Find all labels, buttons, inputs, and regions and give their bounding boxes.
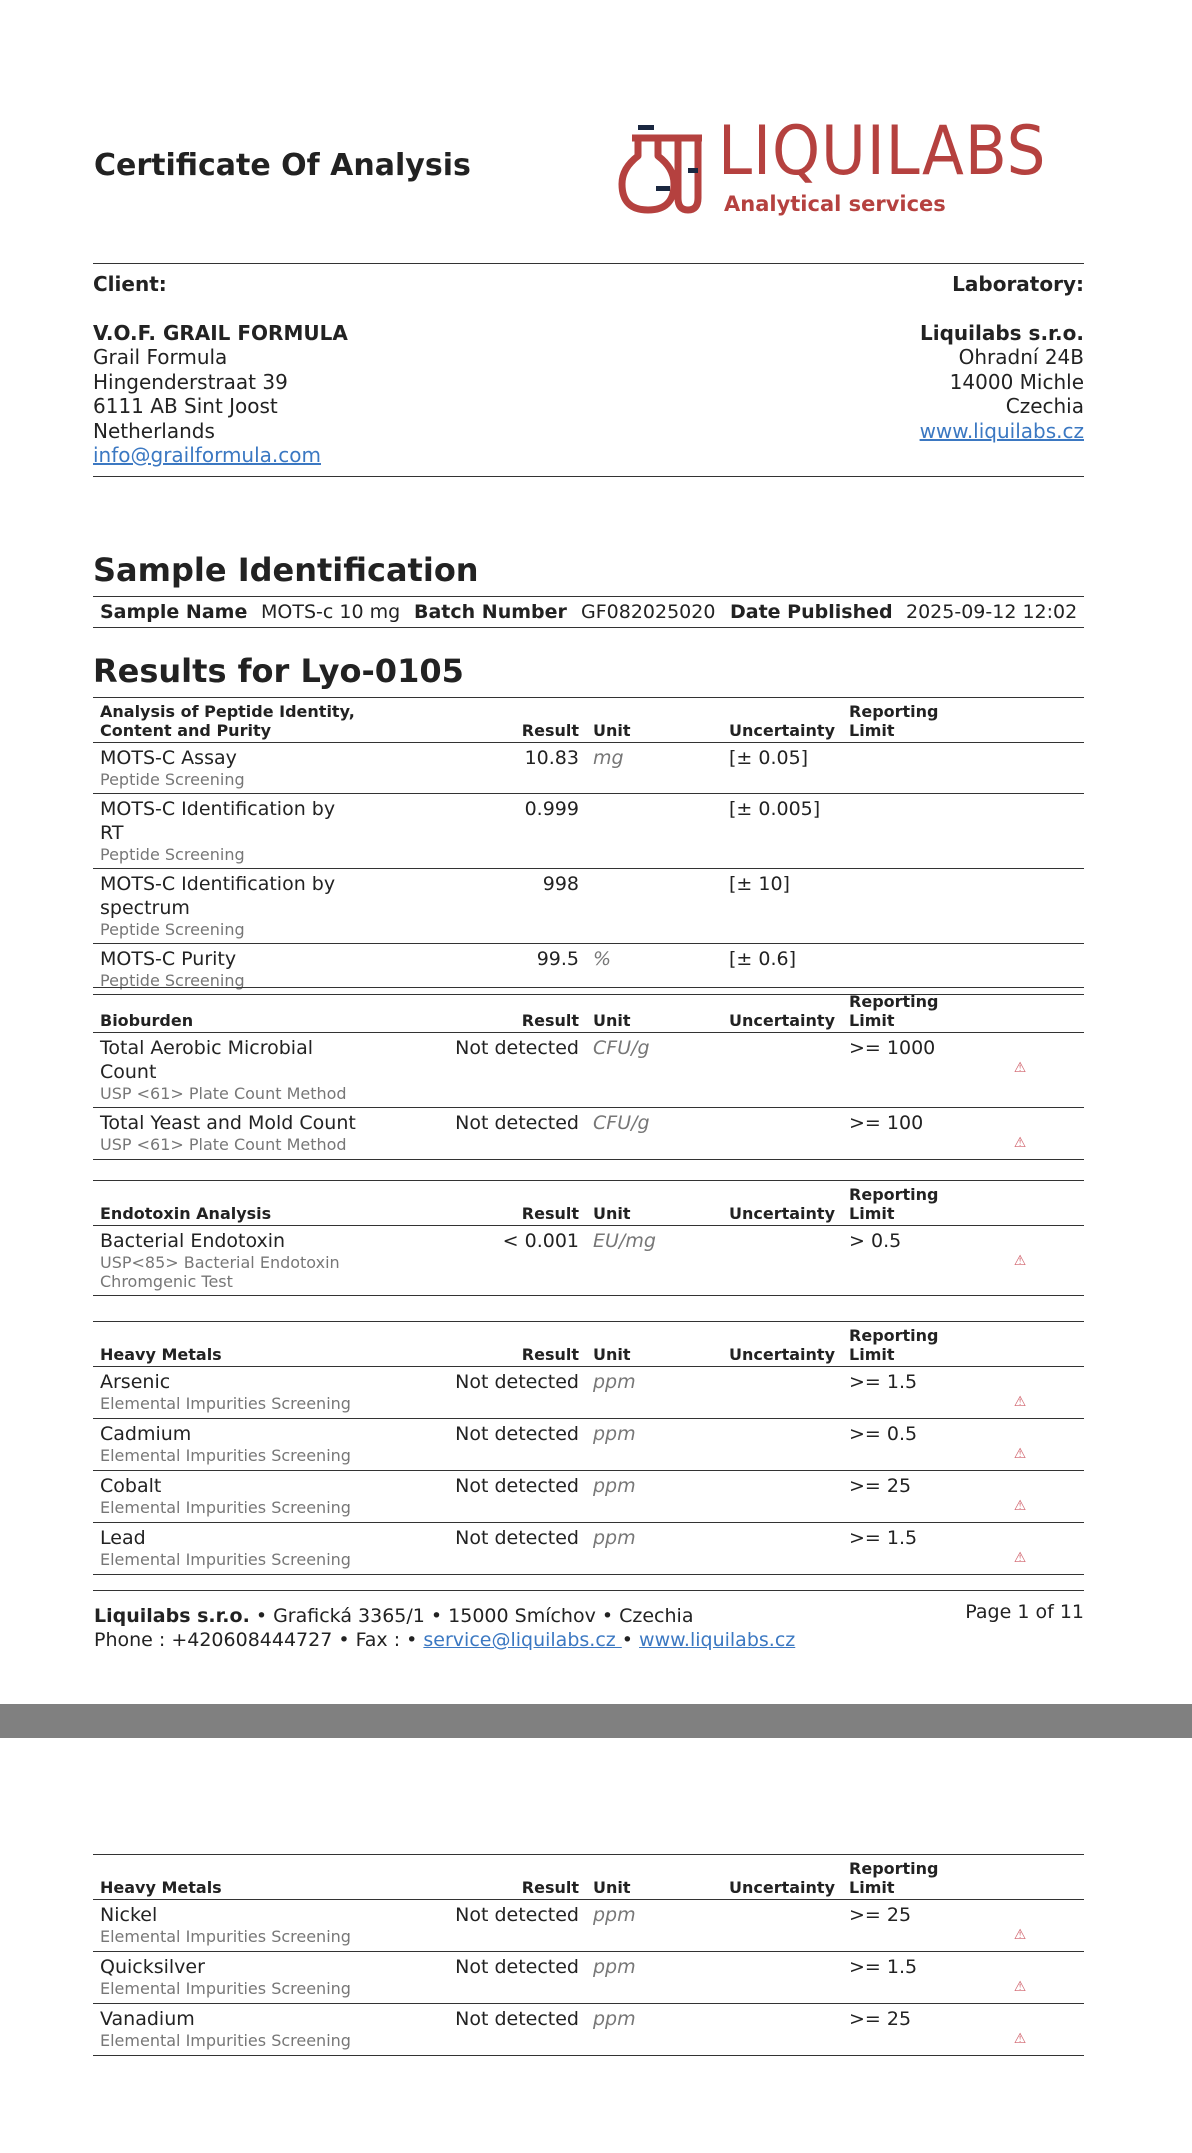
table-row: [93, 2004, 1084, 2056]
analyte-method: Elemental Impurities Screening: [100, 1927, 351, 1946]
unit-cell: ppm: [586, 1900, 722, 1952]
client-line: Netherlands: [93, 418, 215, 443]
analyte-cell: [93, 794, 367, 869]
uncertainty-cell: [± 0.6]: [722, 944, 842, 995]
uncertainty-cell: [722, 1900, 842, 1952]
analyte-method: Elemental Impurities Screening: [100, 1979, 351, 1998]
analyte-cell: [93, 1952, 367, 2004]
result-cell: Not detected: [367, 1419, 586, 1471]
unit-cell: EU/mg: [586, 1226, 722, 1296]
analyte-name: Total Aerobic Microbial Count: [100, 1037, 314, 1083]
analyte-method: USP <61> Plate Count Method: [100, 1084, 347, 1103]
analyte-method: Elemental Impurities Screening: [100, 1446, 351, 1465]
result-cell: Not detected: [367, 1108, 586, 1160]
warning-triangle-icon: ⚠: [1013, 2031, 1027, 2047]
uncertainty-header: Uncertainty: [722, 988, 842, 1033]
flag-cell: [956, 1033, 1084, 1108]
result-cell: 0.999: [367, 794, 586, 869]
flag-header: [956, 698, 1084, 743]
warning-triangle-icon: ⚠: [1013, 1135, 1027, 1151]
uncertainty-cell: [722, 1108, 842, 1160]
footer-separator: •: [621, 1629, 640, 1651]
limit-cell: [842, 869, 956, 944]
analyte-cell: [93, 1108, 367, 1160]
analyte-name: Lead: [100, 1527, 146, 1549]
uncertainty-cell: [722, 1033, 842, 1108]
result-cell: < 0.001: [367, 1226, 586, 1296]
laboratory-label: Laboratory:: [952, 272, 1084, 296]
unit-header: Unit: [586, 1322, 722, 1367]
table-row: [93, 1419, 1084, 1471]
analyte-cell: [93, 2004, 367, 2056]
warning-triangle-icon: ⚠: [1013, 1498, 1027, 1514]
analyte-cell: [93, 743, 367, 794]
laboratory-line: Ohradní 24B: [958, 345, 1084, 369]
analyte-method: Peptide Screening: [100, 920, 245, 939]
analyte-cell: [93, 1367, 367, 1419]
date-published-value: 2025-09-12 12:02: [906, 601, 1078, 623]
sample-name-label: Sample Name: [100, 601, 248, 623]
analyte-name: Cadmium: [100, 1423, 192, 1445]
analyte-name: Cobalt: [100, 1475, 162, 1497]
flag-cell: [956, 1419, 1084, 1471]
client-name: V.O.F. GRAIL FORMULA: [93, 320, 348, 345]
analyte-name: Total Yeast and Mold Count: [100, 1112, 356, 1134]
flag-header: [956, 1322, 1084, 1367]
table-header-row: [93, 698, 1084, 743]
uncertainty-cell: [722, 2004, 842, 2056]
analyte-cell: [93, 869, 367, 944]
results-table-peptide: [93, 697, 1084, 995]
result-cell: Not detected: [367, 1367, 586, 1419]
table-row: [93, 869, 1084, 944]
uncertainty-cell: [± 10]: [722, 869, 842, 944]
table-row: [93, 743, 1084, 794]
client-label: Client:: [93, 272, 167, 296]
uncertainty-cell: [722, 1226, 842, 1296]
client-line: Hingenderstraat 39: [93, 369, 288, 394]
uncertainty-header: Uncertainty: [722, 1181, 842, 1226]
results-table-bioburden: [93, 987, 1084, 1160]
analyte-name: Vanadium: [100, 2008, 195, 2030]
result-header: Result: [367, 1322, 586, 1367]
footer-web-link[interactable]: www.liquilabs.cz: [639, 1629, 796, 1651]
result-cell: 10.83: [367, 743, 586, 794]
unit-cell: ppm: [586, 1523, 722, 1575]
flag-cell: [956, 869, 1084, 944]
footer-address: [94, 1604, 795, 1652]
analyte-method: Peptide Screening: [100, 770, 245, 789]
table-row: [93, 1523, 1084, 1575]
uncertainty-header: Uncertainty: [722, 698, 842, 743]
table-title: Bioburden: [93, 988, 367, 1033]
date-published-label: Date Published: [730, 601, 893, 623]
logo-tagline: Analytical services: [724, 192, 946, 216]
limit-cell: [842, 794, 956, 869]
unit-cell: ppm: [586, 1471, 722, 1523]
analyte-method: USP<85> Bacterial Endotoxin Chromgenic Test: [100, 1253, 340, 1291]
table-row: [93, 1952, 1084, 2004]
warning-triangle-icon: ⚠: [1013, 1446, 1027, 1462]
flag-cell: [956, 743, 1084, 794]
warning-triangle-icon: ⚠: [1013, 1927, 1027, 1943]
footer-divider: [93, 1590, 1084, 1591]
table-row: [93, 1471, 1084, 1523]
liquilabs-logo: [616, 112, 1086, 224]
result-cell: Not detected: [367, 1900, 586, 1952]
analyte-cell: [93, 1523, 367, 1575]
sample-heading: Sample Identification: [93, 551, 479, 589]
footer-company: Liquilabs s.r.o.: [94, 1605, 250, 1627]
analyte-method: Elemental Impurities Screening: [100, 1498, 351, 1517]
result-header: Result: [367, 988, 586, 1033]
sample-identification-bar: [93, 596, 1084, 628]
flag-cell: [956, 1108, 1084, 1160]
analyte-name: MOTS-C Identification by spectrum: [100, 873, 336, 919]
analyte-name: Bacterial Endotoxin: [100, 1230, 286, 1252]
unit-cell: mg: [586, 743, 722, 794]
flag-header: [956, 1181, 1084, 1226]
warning-triangle-icon: ⚠: [1013, 1394, 1027, 1410]
laboratory-line: 14000 Michle: [949, 369, 1084, 394]
analyte-method: USP <61> Plate Count Method: [100, 1135, 347, 1154]
sample-name-value: MOTS-c 10 mg: [261, 601, 401, 623]
unit-cell: CFU/g: [586, 1108, 722, 1160]
flag-cell: [956, 1471, 1084, 1523]
results-table-heavy-metals-continued: [93, 1854, 1084, 2056]
table-title: Heavy Metals: [93, 1322, 367, 1367]
divider: [93, 476, 1084, 477]
table-row: [93, 1108, 1084, 1160]
flag-cell: [956, 794, 1084, 869]
unit-cell: %: [586, 944, 722, 995]
unit-cell: [586, 869, 722, 944]
table-row: [93, 794, 1084, 869]
unit-cell: ppm: [586, 1419, 722, 1471]
analyte-name: MOTS-C Assay: [100, 747, 237, 769]
unit-cell: [586, 794, 722, 869]
uncertainty-cell: [722, 1367, 842, 1419]
uncertainty-cell: [± 0.005]: [722, 794, 842, 869]
limit-cell: >= 25: [842, 1471, 956, 1523]
page-2: [0, 1738, 1192, 2153]
analyte-name: MOTS-C Identification by RT: [100, 798, 336, 844]
result-header: Result: [367, 1855, 586, 1900]
table-row: [93, 1900, 1084, 1952]
table-title: Endotoxin Analysis: [93, 1181, 367, 1226]
warning-triangle-icon: ⚠: [1013, 1550, 1027, 1566]
results-table-endotoxin: [93, 1180, 1084, 1296]
client-email-link[interactable]: info@grailformula.com: [93, 443, 321, 467]
flag-cell: [956, 1367, 1084, 1419]
limit-cell: >= 25: [842, 2004, 956, 2056]
result-cell: 99.5: [367, 944, 586, 995]
results-table-heavy-metals: [93, 1321, 1084, 1575]
divider: [93, 263, 1084, 264]
footer-contact: Phone : +420608444727 • Fax : •: [94, 1629, 424, 1651]
result-cell: Not detected: [367, 1033, 586, 1108]
analyte-cell: [93, 1900, 367, 1952]
footer-address-line: • Grafická 3365/1 • 15000 Smíchov • Czechia: [249, 1605, 694, 1627]
result-cell: 998: [367, 869, 586, 944]
laboratory-web-link[interactable]: www.liquilabs.cz: [919, 418, 1084, 443]
analyte-name: Quicksilver: [100, 1956, 205, 1978]
table-title: Heavy Metals: [93, 1855, 367, 1900]
limit-header: Reporting Limit: [842, 1855, 956, 1900]
unit-cell: ppm: [586, 2004, 722, 2056]
page-number: Page 1 of 11: [965, 1601, 1084, 1623]
analyte-cell: [93, 1226, 367, 1296]
warning-triangle-icon: ⚠: [1013, 1253, 1027, 1269]
flag-cell: [956, 1523, 1084, 1575]
analyte-name: Nickel: [100, 1904, 158, 1926]
client-line: 6111 AB Sint Joost: [93, 394, 278, 418]
document-title: Certificate Of Analysis: [94, 148, 471, 183]
limit-header: Reporting Limit: [842, 1322, 956, 1367]
flag-header: [956, 1855, 1084, 1900]
limit-cell: > 0.5: [842, 1226, 956, 1296]
uncertainty-header: Uncertainty: [722, 1322, 842, 1367]
unit-header: Unit: [586, 988, 722, 1033]
page-gap: [0, 1704, 1192, 1738]
uncertainty-header: Uncertainty: [722, 1855, 842, 1900]
result-cell: Not detected: [367, 2004, 586, 2056]
table-header-row: [93, 1181, 1084, 1226]
table-header-row: [93, 1322, 1084, 1367]
table-header-row: [93, 988, 1084, 1033]
analyte-cell: [93, 1419, 367, 1471]
limit-cell: >= 1000: [842, 1033, 956, 1108]
uncertainty-cell: [722, 1419, 842, 1471]
uncertainty-cell: [722, 1952, 842, 2004]
uncertainty-cell: [± 0.05]: [722, 743, 842, 794]
analyte-name: MOTS-C Purity: [100, 948, 237, 970]
client-block: [93, 272, 348, 468]
table-header-row: [93, 1855, 1084, 1900]
client-line: Grail Formula: [93, 345, 228, 369]
analyte-cell: [93, 1033, 367, 1108]
analyte-method: Elemental Impurities Screening: [100, 1550, 351, 1569]
limit-header: Reporting Limit: [842, 698, 956, 743]
unit-header: Unit: [586, 1855, 722, 1900]
unit-header: Unit: [586, 698, 722, 743]
limit-cell: >= 1.5: [842, 1952, 956, 2004]
flag-cell: [956, 1900, 1084, 1952]
limit-cell: [842, 743, 956, 794]
flag-cell: [956, 1226, 1084, 1296]
uncertainty-cell: [722, 1523, 842, 1575]
table-row: [93, 1367, 1084, 1419]
warning-triangle-icon: ⚠: [1013, 1979, 1027, 1995]
laboratory-line: Czechia: [1005, 394, 1084, 418]
table-title: Analysis of Peptide Identity, Content and Purity: [93, 698, 367, 743]
flag-cell: [956, 2004, 1084, 2056]
uncertainty-cell: [722, 1471, 842, 1523]
laboratory-name: Liquilabs s.r.o.: [920, 320, 1084, 345]
unit-cell: CFU/g: [586, 1033, 722, 1108]
analyte-cell: [93, 1471, 367, 1523]
logo-wordmark: LIQUILABS: [718, 112, 1047, 191]
unit-cell: ppm: [586, 1367, 722, 1419]
table-row: [93, 1226, 1084, 1296]
batch-number-value: GF082025020: [581, 601, 716, 623]
result-header: Result: [367, 698, 586, 743]
batch-number-label: Batch Number: [414, 601, 567, 623]
limit-cell: >= 100: [842, 1108, 956, 1160]
results-heading: Results for Lyo-0105: [93, 652, 464, 690]
limit-cell: >= 25: [842, 1900, 956, 1952]
analyte-method: Peptide Screening: [100, 971, 245, 990]
limit-header: Reporting Limit: [842, 1181, 956, 1226]
table-row: [93, 1033, 1084, 1108]
flask-icon: [616, 118, 716, 224]
analyte-method: Elemental Impurities Screening: [100, 1394, 351, 1413]
flag-header: [956, 988, 1084, 1033]
analyte-method: Elemental Impurities Screening: [100, 2031, 351, 2050]
unit-cell: ppm: [586, 1952, 722, 2004]
analyte-name: Arsenic: [100, 1371, 171, 1393]
result-cell: Not detected: [367, 1952, 586, 2004]
limit-header: Reporting Limit: [842, 988, 956, 1033]
limit-cell: >= 0.5: [842, 1419, 956, 1471]
unit-header: Unit: [586, 1181, 722, 1226]
result-cell: Not detected: [367, 1523, 586, 1575]
limit-cell: >= 1.5: [842, 1367, 956, 1419]
warning-triangle-icon: ⚠: [1013, 1060, 1027, 1076]
result-cell: Not detected: [367, 1471, 586, 1523]
laboratory-block: [920, 272, 1084, 443]
limit-cell: >= 1.5: [842, 1523, 956, 1575]
footer-email-link[interactable]: service@liquilabs.cz: [423, 1629, 622, 1651]
analyte-method: Peptide Screening: [100, 845, 245, 864]
result-header: Result: [367, 1181, 586, 1226]
flag-cell: [956, 1952, 1084, 2004]
